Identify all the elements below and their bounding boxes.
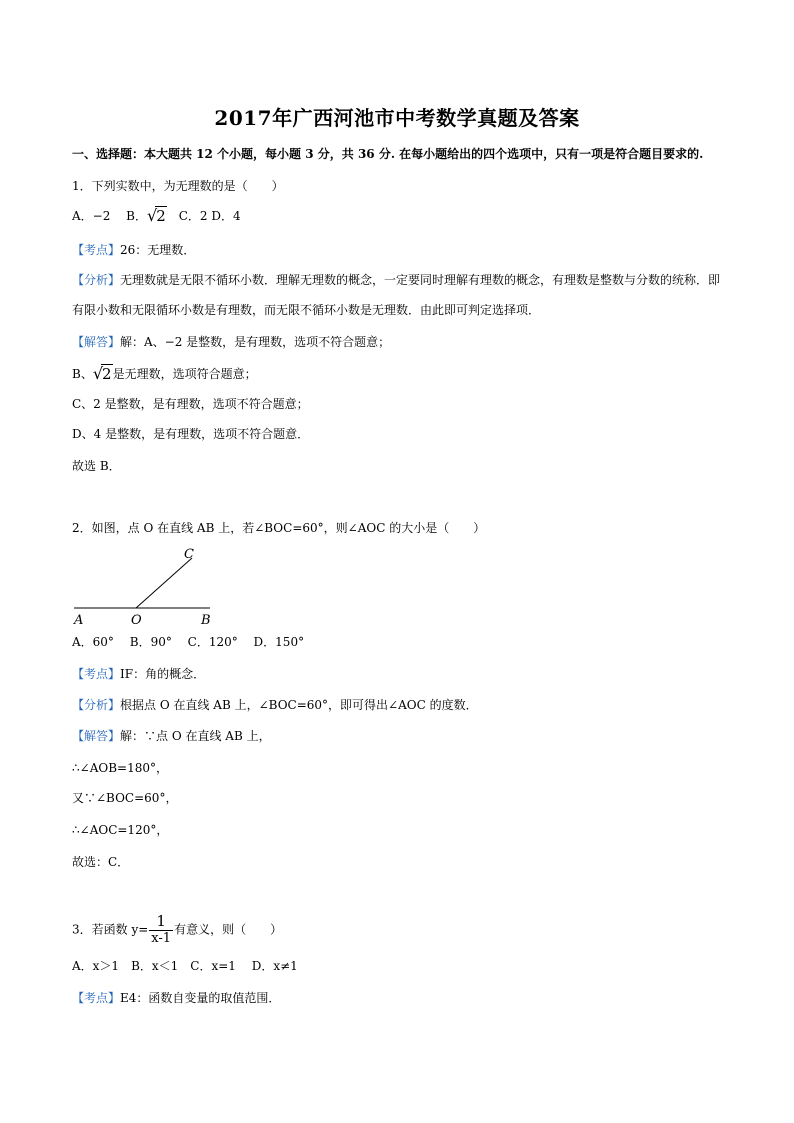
q1-fenxi-line1 bbox=[72, 272, 720, 288]
fraction-numerator: 1 bbox=[156, 912, 166, 930]
fraction-denominator: x-1 bbox=[151, 931, 172, 946]
kaodian-tag: 【考点】 bbox=[72, 243, 121, 257]
q2-jieda-line1 bbox=[72, 728, 271, 744]
fenxi-tag: 【分析】 bbox=[72, 273, 121, 287]
jieda-tag: 【解答】 bbox=[72, 335, 121, 349]
q1-kaodian bbox=[72, 242, 195, 258]
q2-answer: 故选：C． bbox=[72, 855, 130, 869]
q1-jieda-text1: 解：A、−2 是整数，是有理数，选项不符合题意； bbox=[120, 335, 391, 349]
q3-stem bbox=[72, 912, 282, 947]
kaodian-tag: 【考点】 bbox=[72, 667, 121, 681]
q3-options: A．x＞1 B．x＜1 C．x=1 D．x≠1 bbox=[72, 959, 298, 973]
q2-jieda-text1: 解：∵点 O 在直线 AB 上， bbox=[120, 729, 271, 743]
q3-kaodian bbox=[72, 990, 280, 1006]
q1-options-c-d: C．2 D．4 bbox=[166, 209, 241, 223]
q1-fenxi-line2: 有限小数和无限循环小数是有理数，而无限不循环小数是无理数．由此即可判定选择项． bbox=[72, 303, 541, 317]
q3-kaodian-text: E4：函数自变量的取值范围． bbox=[120, 991, 281, 1005]
q2-kaodian bbox=[72, 666, 205, 682]
q2-fenxi-text: 根据点 O 在直线 AB 上，∠BOC=60°，即可得出∠AOC 的度数． bbox=[120, 698, 478, 712]
q2-jieda-line3: 又∵∠BOC=60°， bbox=[72, 791, 178, 805]
q1-jieda-line2 bbox=[72, 366, 257, 382]
sqrt-symbol: √2 bbox=[147, 206, 166, 225]
q2-jieda-line4: ∴∠AOC=120°， bbox=[72, 823, 169, 837]
angle-figure bbox=[72, 546, 222, 628]
label-a: A bbox=[74, 613, 84, 628]
q1-jieda-line4: D、4 是整数，是有理数，选项不符合题意． bbox=[72, 427, 310, 441]
q1-kaodian-text: 26：无理数． bbox=[120, 243, 196, 257]
q1-jieda-line1 bbox=[72, 334, 390, 350]
q1-options-a-b: A．−2 B． bbox=[72, 209, 147, 223]
q1-jieda-sqrt-radicand: 2 bbox=[102, 365, 112, 383]
sqrt-symbol: √2 bbox=[92, 364, 112, 383]
q2-fenxi bbox=[72, 697, 478, 713]
page-title: 2017年广西河池市中考数学真题及答案 bbox=[214, 106, 580, 130]
section-heading: 一、选择题：本大题共 12 个小题，每小题 3 分，共 36 分. 在每小题给出的四个选项中，只有一项是符合题目要求的. bbox=[72, 147, 704, 161]
q2-stem: 2．如图，点 O 在直线 AB 上，若∠BOC=60°，则∠AOC 的大小是（ ） bbox=[72, 521, 486, 535]
q1-stem: 1．下列实数中，为无理数的是（ ） bbox=[72, 179, 284, 193]
q1-fenxi-text1: 无理数就是无限不循环小数．理解无理数的概念，一定要同时理解有理数的概念，有理数是整数与分数的统称．即 bbox=[120, 273, 721, 287]
q1-sqrt-radicand: 2 bbox=[156, 207, 166, 225]
q1-options bbox=[72, 208, 241, 224]
q3-stem-pre: 3．若函数 y= bbox=[72, 922, 149, 937]
label-c: C bbox=[184, 547, 194, 562]
label-b: B bbox=[201, 613, 211, 628]
q1-jieda-b-prefix: B、 bbox=[72, 367, 93, 381]
ray-oc bbox=[136, 558, 192, 608]
q1-jieda-b-text: 是无理数，选项符合题意； bbox=[112, 367, 257, 381]
q2-jieda-line2: ∴∠AOB=180°， bbox=[72, 761, 168, 775]
q1-answer: 故选 B． bbox=[72, 459, 121, 473]
fraction bbox=[149, 912, 173, 947]
q2-options: A．60° B．90° C．120° D．150° bbox=[72, 635, 305, 649]
jieda-tag: 【解答】 bbox=[72, 729, 121, 743]
label-o: O bbox=[131, 613, 142, 628]
q3-stem-post: 有意义，则（ ） bbox=[174, 922, 283, 937]
fenxi-tag: 【分析】 bbox=[72, 698, 121, 712]
q2-kaodian-text: IF：角的概念． bbox=[120, 667, 206, 681]
kaodian-tag: 【考点】 bbox=[72, 991, 121, 1005]
q1-jieda-line3: C、2 是整数，是有理数，选项不符合题意； bbox=[72, 397, 309, 411]
